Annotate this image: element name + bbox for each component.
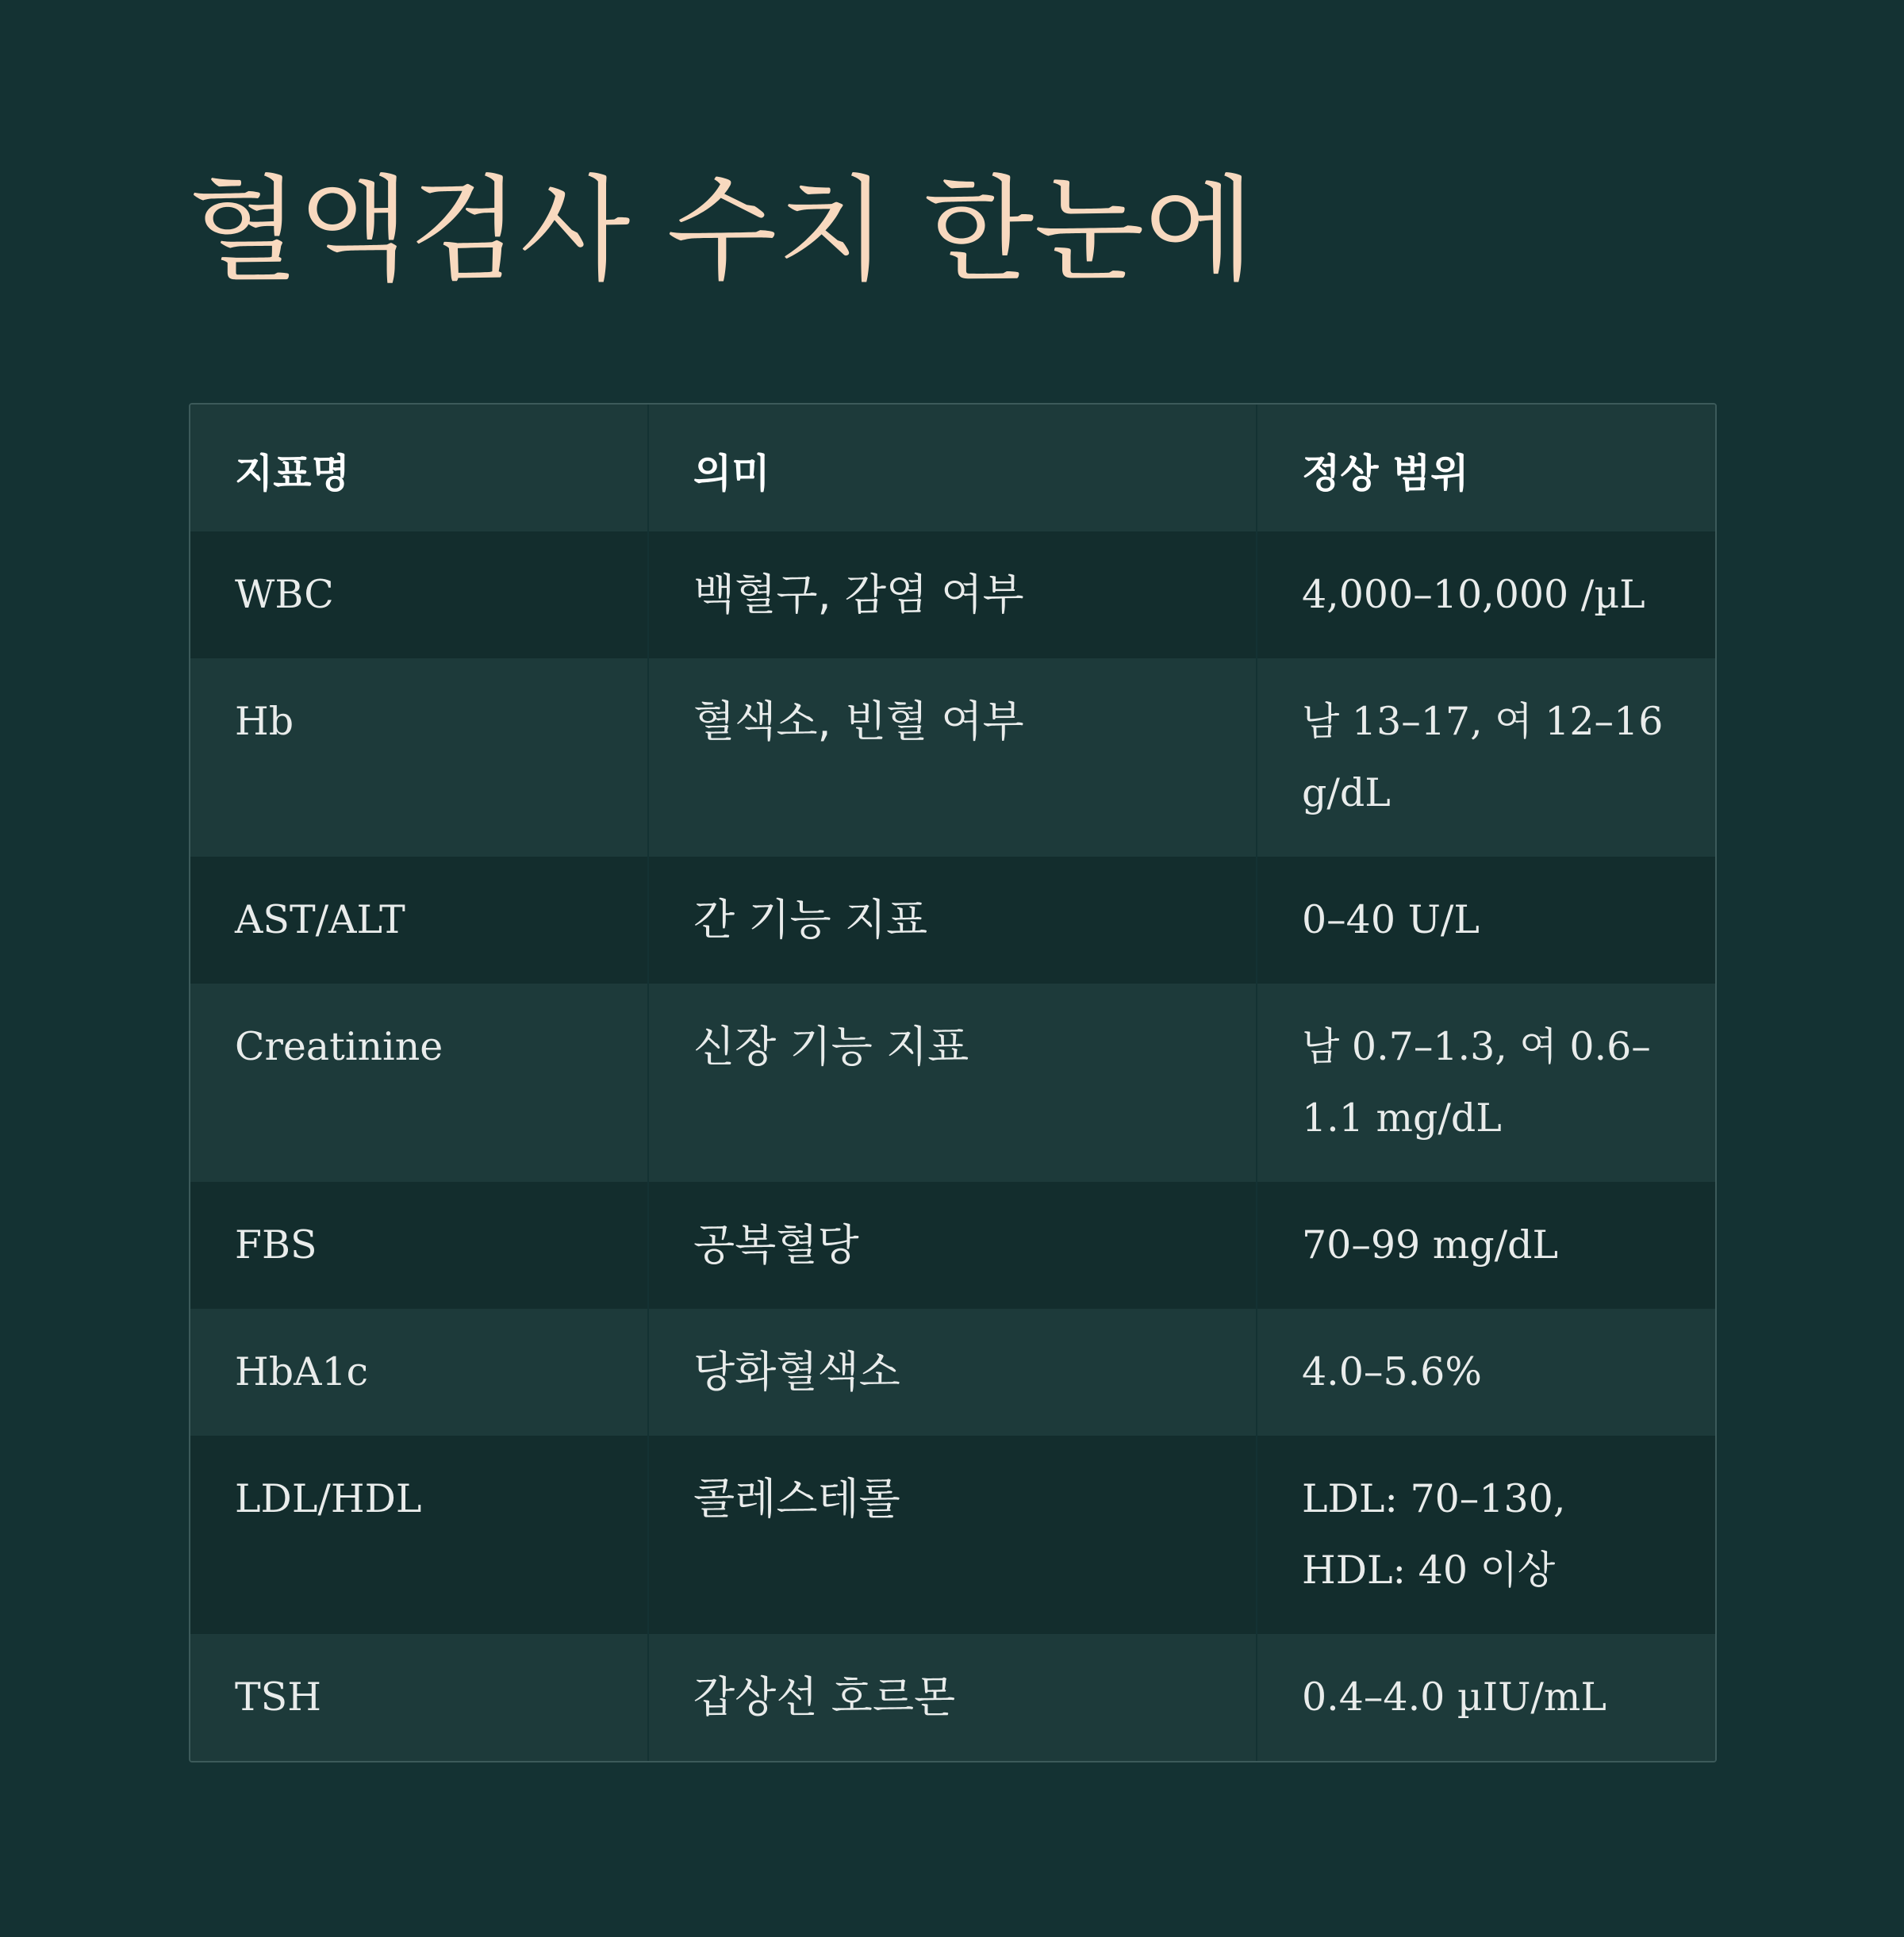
meaning-cell: 신장 기능 지표 bbox=[648, 984, 1257, 1182]
normal-range-cell: 0.4–4.0 µIU/mL bbox=[1257, 1634, 1715, 1761]
table-row bbox=[190, 1634, 1715, 1761]
table-row bbox=[190, 658, 1715, 857]
header-normal-range: 정상 범위 bbox=[1257, 405, 1715, 531]
table-row bbox=[190, 857, 1715, 984]
table-row bbox=[190, 531, 1715, 658]
header-meaning: 의미 bbox=[648, 405, 1257, 531]
normal-range-cell: 남 13–17, 여 12–16 g/dL bbox=[1257, 658, 1715, 857]
table-row bbox=[190, 984, 1715, 1182]
indicator-name-cell: Hb bbox=[190, 658, 648, 857]
meaning-cell: 간 기능 지표 bbox=[648, 857, 1257, 984]
indicator-name-cell: HbA1c bbox=[190, 1309, 648, 1436]
header-indicator-name: 지표명 bbox=[190, 405, 648, 531]
meaning-cell: 혈색소, 빈혈 여부 bbox=[648, 658, 1257, 857]
normal-range-cell: 0–40 U/L bbox=[1257, 857, 1715, 984]
meaning-cell: 갑상선 호르몬 bbox=[648, 1634, 1257, 1761]
normal-range-cell: 70–99 mg/dL bbox=[1257, 1182, 1715, 1309]
normal-range-cell: 남 0.7–1.3, 여 0.6–1.1 mg/dL bbox=[1257, 984, 1715, 1182]
normal-range-cell: LDL: 70–130, HDL: 40 이상 bbox=[1257, 1436, 1715, 1634]
normal-range-cell: 4.0–5.6% bbox=[1257, 1309, 1715, 1436]
table-row bbox=[190, 1309, 1715, 1436]
meaning-cell: 백혈구, 감염 여부 bbox=[648, 531, 1257, 658]
indicator-name-cell: FBS bbox=[190, 1182, 648, 1309]
indicator-name-cell: LDL/HDL bbox=[190, 1436, 648, 1634]
meaning-cell: 당화혈색소 bbox=[648, 1309, 1257, 1436]
indicator-name-cell: AST/ALT bbox=[190, 857, 648, 984]
indicator-name-cell: TSH bbox=[190, 1634, 648, 1761]
meaning-cell: 콜레스테롤 bbox=[648, 1436, 1257, 1634]
table-header-row bbox=[190, 405, 1715, 531]
normal-range-cell: 4,000–10,000 /µL bbox=[1257, 531, 1715, 658]
table-row bbox=[190, 1182, 1715, 1309]
indicator-name-cell: WBC bbox=[190, 531, 648, 658]
blood-test-table bbox=[189, 403, 1717, 1762]
meaning-cell: 공복혈당 bbox=[648, 1182, 1257, 1309]
table-row bbox=[190, 1436, 1715, 1634]
page-title: 혈액검사 수치 한눈에 bbox=[189, 163, 1255, 297]
indicator-name-cell: Creatinine bbox=[190, 984, 648, 1182]
